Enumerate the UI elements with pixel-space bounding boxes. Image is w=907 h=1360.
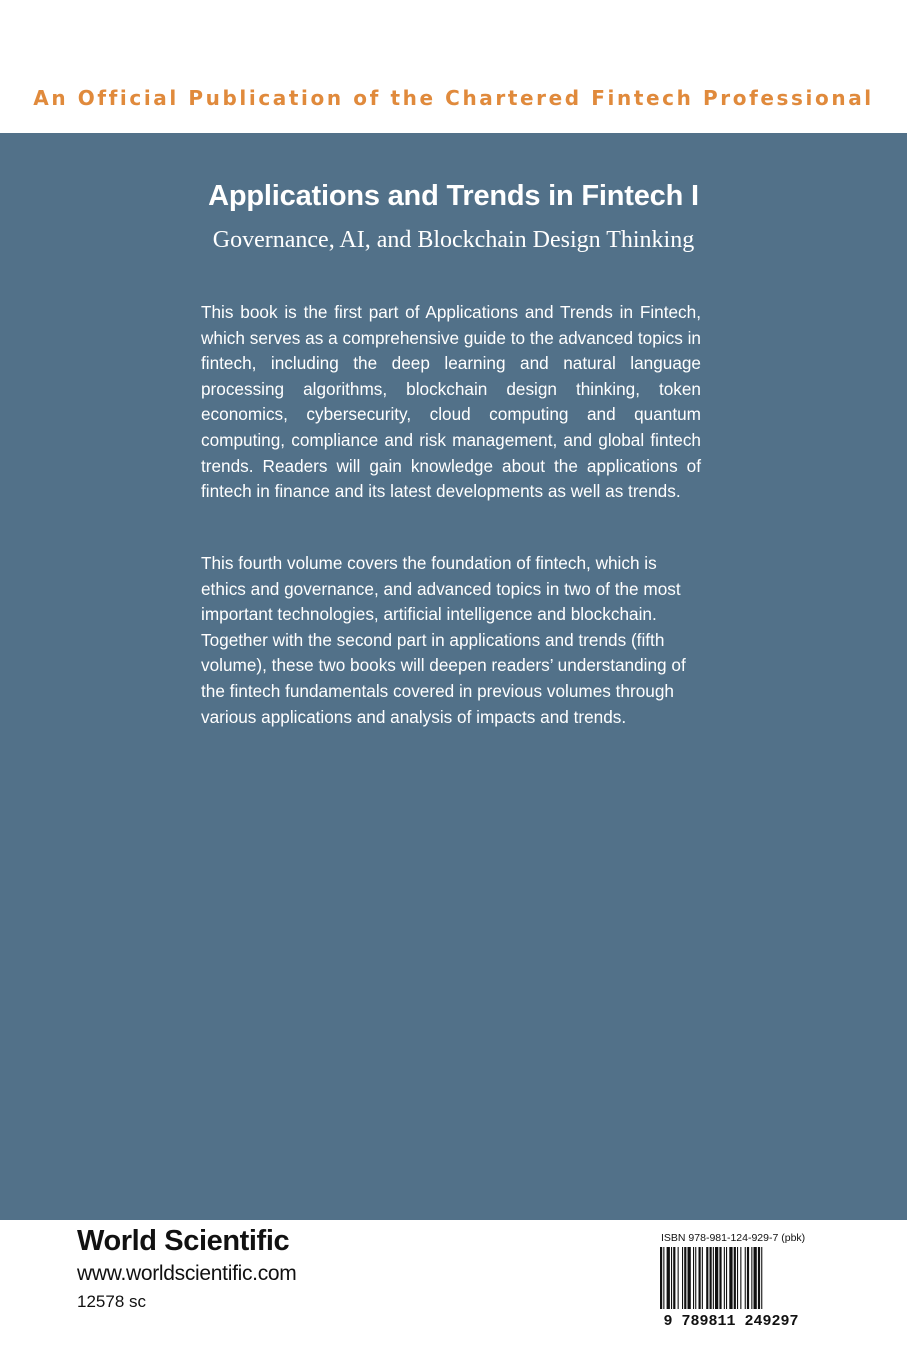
barcode-bar [734,1247,736,1309]
isbn-label: ISBN 978-981-124-929-7 (pbk) [661,1232,806,1244]
barcode-bar [667,1247,670,1309]
barcode-digits: 9 789811 249297 [663,1313,799,1327]
barcode-bars [660,1247,762,1309]
barcode-bar [695,1247,696,1309]
publisher-website[interactable]: www.worldscientific.com [77,1262,297,1285]
barcode-bar [693,1247,694,1309]
barcode-bar [713,1247,714,1309]
barcode-bar [660,1247,662,1309]
barcode-icon [651,1245,811,1327]
barcode-bar [740,1247,741,1309]
barcode-bar [747,1247,749,1309]
barcode-bar [715,1247,718,1309]
barcode-bar [673,1247,675,1309]
barcode-bar [737,1247,738,1309]
barcode-bar [682,1247,683,1309]
barcode-bar [729,1247,732,1309]
barcode-bar [678,1247,679,1309]
barcode-bar [745,1247,746,1309]
publisher-name: World Scientific [77,1225,290,1257]
barcode-bar [710,1247,712,1309]
barcode-bar [702,1247,703,1309]
barcode-bar [754,1247,757,1309]
barcode-bar [671,1247,672,1309]
blurb-paragraph-1: This book is the first part of Applications and Trends in Fintech, which serves as a comprehensive guide to the advanced topics in fintech, including the deep learning and natural language processing algorithms, blockchain design thinking, token economics, cybersecurity, cloud computing and quantum computing, compliance and risk management, and global fintech trends. Readers will gain knowledge about the applications of fintech in finance and its latest developments as well as trends. [201,302,701,502]
barcode-bar [699,1247,701,1309]
top-band [0,0,907,133]
book-subtitle: Governance, AI, and Blockchain Design Thinking [212,227,695,253]
barcode-bar [719,1247,721,1309]
series-tagline: An Official Publication of the Chartered Fintech Professional [33,86,874,110]
product-code: 12578 sc [77,1292,146,1311]
barcode-bar [684,1247,686,1309]
barcode-bar [688,1247,691,1309]
barcode-bar [726,1247,727,1309]
barcode-bar [761,1247,762,1309]
barcode-bar [751,1247,752,1309]
barcode-bar [724,1247,725,1309]
barcode-bar [758,1247,760,1309]
barcode-bar [706,1247,708,1309]
barcode-bar [663,1247,664,1309]
blurb-paragraph-2: This fourth volume covers the foundation of fintech, which is ethics and governance, and advanced topics in two of the most important technologies, artificial intelligence and blockchain. Together with the second part in applications and trends (fifth volume), these two books will deepen readers’ understanding of the fintech fundamentals covered in previous volumes through various applications and analysis of impacts and trends. [201,553,686,727]
book-title: Applications and Trends in Fintech I [208,180,699,212]
